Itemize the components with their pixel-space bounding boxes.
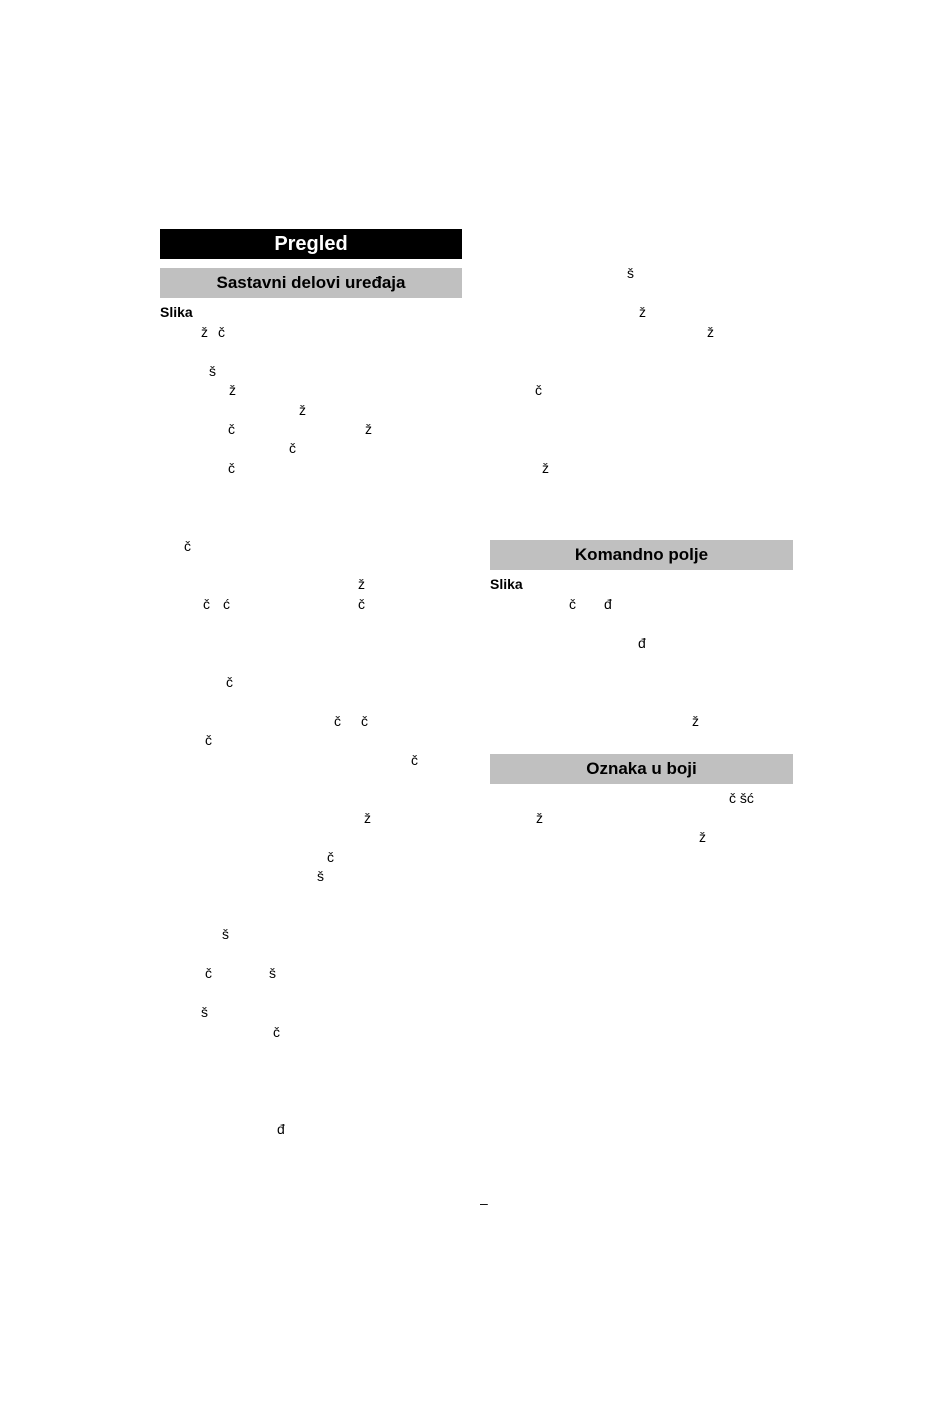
section-heading-control-panel: Komandno polje (490, 540, 793, 570)
text-fragment: č (218, 324, 225, 340)
text-fragment: ž (699, 829, 706, 845)
text-fragment: č (203, 596, 210, 612)
section-heading-components: Sastavni delovi uređaja (160, 268, 462, 298)
text-fragment: š (222, 926, 229, 942)
text-fragment: ž (358, 576, 365, 592)
text-fragment: ž (365, 421, 372, 437)
text-fragment: š (317, 868, 324, 884)
text-fragment: č (334, 713, 341, 729)
text-fragment: č (273, 1024, 280, 1040)
text-fragment: ž (229, 382, 236, 398)
text-fragment: ž (542, 460, 549, 476)
text-fragment: č (289, 440, 296, 456)
text-fragment: č (228, 421, 235, 437)
text-fragment: ž (692, 713, 699, 729)
figure-label-left: Slika (160, 304, 193, 320)
text-fragment: ž (536, 810, 543, 826)
text-fragment: č (361, 713, 368, 729)
text-fragment: ž (299, 402, 306, 418)
text-fragment: š (209, 363, 216, 379)
text-fragment: č (184, 538, 191, 554)
text-fragment: ž (364, 810, 371, 826)
text-fragment: ć (223, 596, 230, 612)
text-fragment: đ (604, 596, 612, 612)
text-fragment: č šć (729, 790, 754, 806)
text-fragment: š (269, 965, 276, 981)
text-fragment: ž (639, 304, 646, 320)
text-fragment: š (627, 265, 634, 281)
text-fragment: č (535, 382, 542, 398)
text-fragment: đ (638, 635, 646, 651)
text-fragment: č (205, 732, 212, 748)
section-heading-color-code: Oznaka u boji (490, 754, 793, 784)
page-number-mark: – (480, 1195, 488, 1211)
text-fragment: č (226, 674, 233, 690)
text-fragment: č (411, 752, 418, 768)
text-fragment: ž (707, 324, 714, 340)
text-fragment: č (205, 965, 212, 981)
figure-label-right: Slika (490, 576, 523, 592)
text-fragment: č (569, 596, 576, 612)
page-title: Pregled (160, 229, 462, 259)
text-fragment: č (327, 849, 334, 865)
text-fragment: š (201, 1004, 208, 1020)
text-fragment: đ (277, 1121, 285, 1137)
text-fragment: ž (201, 324, 208, 340)
text-fragment: č (358, 596, 365, 612)
text-fragment: č (228, 460, 235, 476)
